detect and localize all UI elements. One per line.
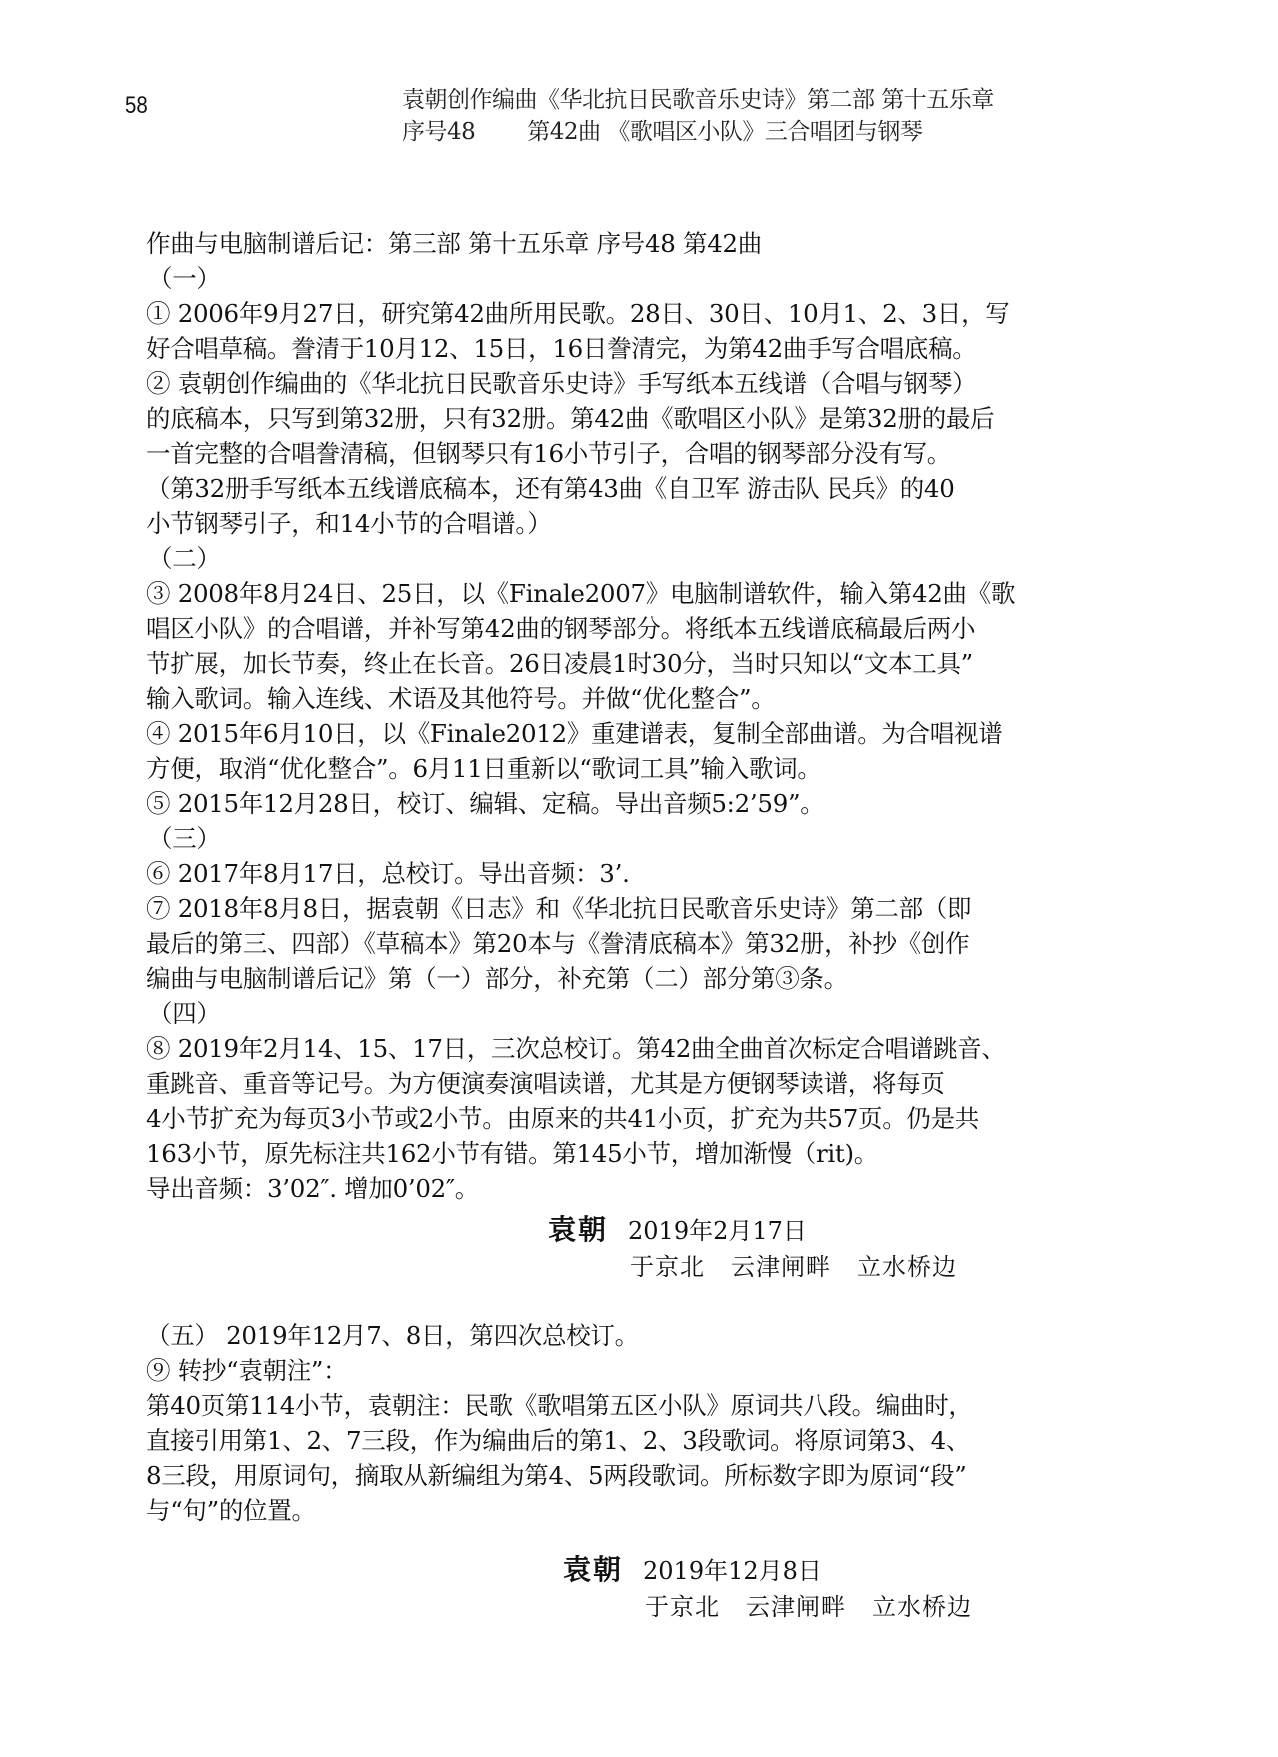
text-line: （第32册手写纸本五线谱底稿本，还有第43曲《自卫军 游击队 民兵》的40 bbox=[146, 474, 955, 503]
place-part: 立水桥边 bbox=[857, 1253, 957, 1281]
signature-block-1 bbox=[548, 1212, 983, 1285]
place-part: 立水桥边 bbox=[872, 1593, 972, 1621]
signature-date: 2019年12月8日 bbox=[643, 1557, 822, 1585]
text-line: ② 袁朝创作编曲的《华北抗日民歌音乐史诗》手写纸本五线谱（合唱与钢琴） bbox=[146, 369, 977, 398]
signature-block-2 bbox=[563, 1552, 998, 1625]
text-line: 最后的第三、四部）《草稿本》第20本与《誊清底稿本》第32册，补抄《创作 bbox=[146, 929, 970, 958]
signature-place bbox=[563, 1589, 998, 1625]
text-line: 8三段，用原词句，摘取从新编组为第4、5两段歌词。所标数字即为原词“段” bbox=[146, 1461, 967, 1490]
place-part: 云津闸畔 bbox=[746, 1593, 846, 1621]
text-line: 节扩展，加长节奏，终止在长音。26日凌晨1时30分，当时只知以“文本工具” bbox=[146, 649, 973, 678]
text-line: 重跳音、重音等记号。为方便演奏演唱读谱，尤其是方便钢琴读谱，将每页 bbox=[146, 1069, 945, 1098]
section-heading: （三） bbox=[148, 824, 221, 853]
text-line: 的底稿本，只写到第32册，只有32册。第42曲《歌唱区小队》是第32册的最后 bbox=[146, 404, 995, 433]
page-number: 58 bbox=[125, 92, 148, 119]
text-line: ⑧ 2019年2月14、15、17日，三次总校订。第42曲全曲首次标定合唱谱跳音、 bbox=[146, 1034, 1006, 1063]
running-head-sequence: 序号48 bbox=[402, 119, 476, 145]
text-line: ④ 2015年6月10日，以《Finale2012》重建谱表，复制全部曲谱。为合唱视谱 bbox=[146, 719, 1003, 748]
section-heading: （一） bbox=[148, 264, 221, 293]
text-line: 4小节扩充为每页3小节或2小节。由原来的共41小页，扩充为共57页。仍是共 bbox=[146, 1104, 980, 1133]
text-line: 唱区小队》的合唱谱，并补写第42曲的钢琴部分。将纸本五线谱底稿最后两小 bbox=[146, 614, 976, 643]
section-heading: （二） bbox=[148, 544, 221, 573]
text-line: ⑨ 转抄“袁朝注”： bbox=[146, 1356, 348, 1385]
text-line: 好合唱草稿。誊清于10月12、15日，16日誊清完，为第42曲手写合唱底稿。 bbox=[146, 334, 977, 363]
running-head-line2 bbox=[402, 116, 994, 148]
running-head-piece: 第42曲 《歌唱区小队》三合唱团与钢琴 bbox=[527, 119, 923, 145]
place-part: 于京北 bbox=[645, 1593, 720, 1621]
postscript-body bbox=[146, 226, 1136, 1206]
text-line: 直接引用第1、2、7三段，作为编曲后的第1、2、3段歌词。将原词第3、4、 bbox=[146, 1426, 971, 1455]
signature-name: 袁朝 bbox=[548, 1213, 609, 1246]
text-line: ① 2006年9月27日，研究第42曲所用民歌。28日、30日、10月1、2、3日，写 bbox=[146, 299, 1010, 328]
signature-name: 袁朝 bbox=[563, 1553, 624, 1586]
text-line: 导出音频：3’02″. 增加0’02″。 bbox=[146, 1174, 479, 1203]
text-line: 小节钢琴引子，和14小节的合唱谱。） bbox=[146, 509, 552, 538]
postscript-addendum bbox=[146, 1318, 1136, 1528]
text-line: 方便，取消“优化整合”。6月11日重新以“歌词工具”输入歌词。 bbox=[146, 754, 822, 783]
text-line: 输入歌词。输入连线、术语及其他符号。并做“优化整合”。 bbox=[146, 684, 776, 713]
text-line: ⑤ 2015年12月28日，校订、编辑、定稿。导出音频5:2’59”。 bbox=[146, 789, 825, 818]
postscript-title: 作曲与电脑制谱后记：第三部 第十五乐章 序号48 第42曲 bbox=[146, 229, 763, 258]
place-part: 于京北 bbox=[630, 1253, 705, 1281]
text-line: ⑦ 2018年8月8日，据袁朝《日志》和《华北抗日民歌音乐史诗》第二部（即 bbox=[146, 894, 972, 923]
place-part: 云津闸畔 bbox=[731, 1253, 831, 1281]
running-head bbox=[402, 84, 994, 148]
text-line: 163小节，原先标注共162小节有错。第145小节，增加渐慢（rit)。 bbox=[146, 1139, 878, 1168]
signature-place bbox=[548, 1249, 983, 1285]
text-line: 编曲与电脑制谱后记》第（一）部分，补充第（二）部分第③条。 bbox=[146, 964, 848, 993]
running-head-line1: 袁朝创作编曲《华北抗日民歌音乐史诗》第二部 第十五乐章 bbox=[402, 87, 994, 113]
signature-date: 2019年2月17日 bbox=[628, 1217, 807, 1245]
text-line: 一首完整的合唱誊清稿，但钢琴只有16小节引子，合唱的钢琴部分没有写。 bbox=[146, 439, 951, 468]
text-line: 与“句”的位置。 bbox=[146, 1496, 316, 1525]
section-heading: （五） 2019年12月7、8日，第四次总校订。 bbox=[146, 1321, 639, 1350]
section-heading: （四） bbox=[148, 999, 221, 1028]
text-line: ⑥ 2017年8月17日，总校订。导出音频：3’. bbox=[146, 859, 630, 888]
text-line: ③ 2008年8月24日、25日，以《Finale2007》电脑制谱软件，输入第42曲《歌 bbox=[146, 579, 1016, 608]
text-line: 第40页第114小节，袁朝注：民歌《歌唱第五区小队》原词共八段。编曲时， bbox=[146, 1391, 973, 1420]
